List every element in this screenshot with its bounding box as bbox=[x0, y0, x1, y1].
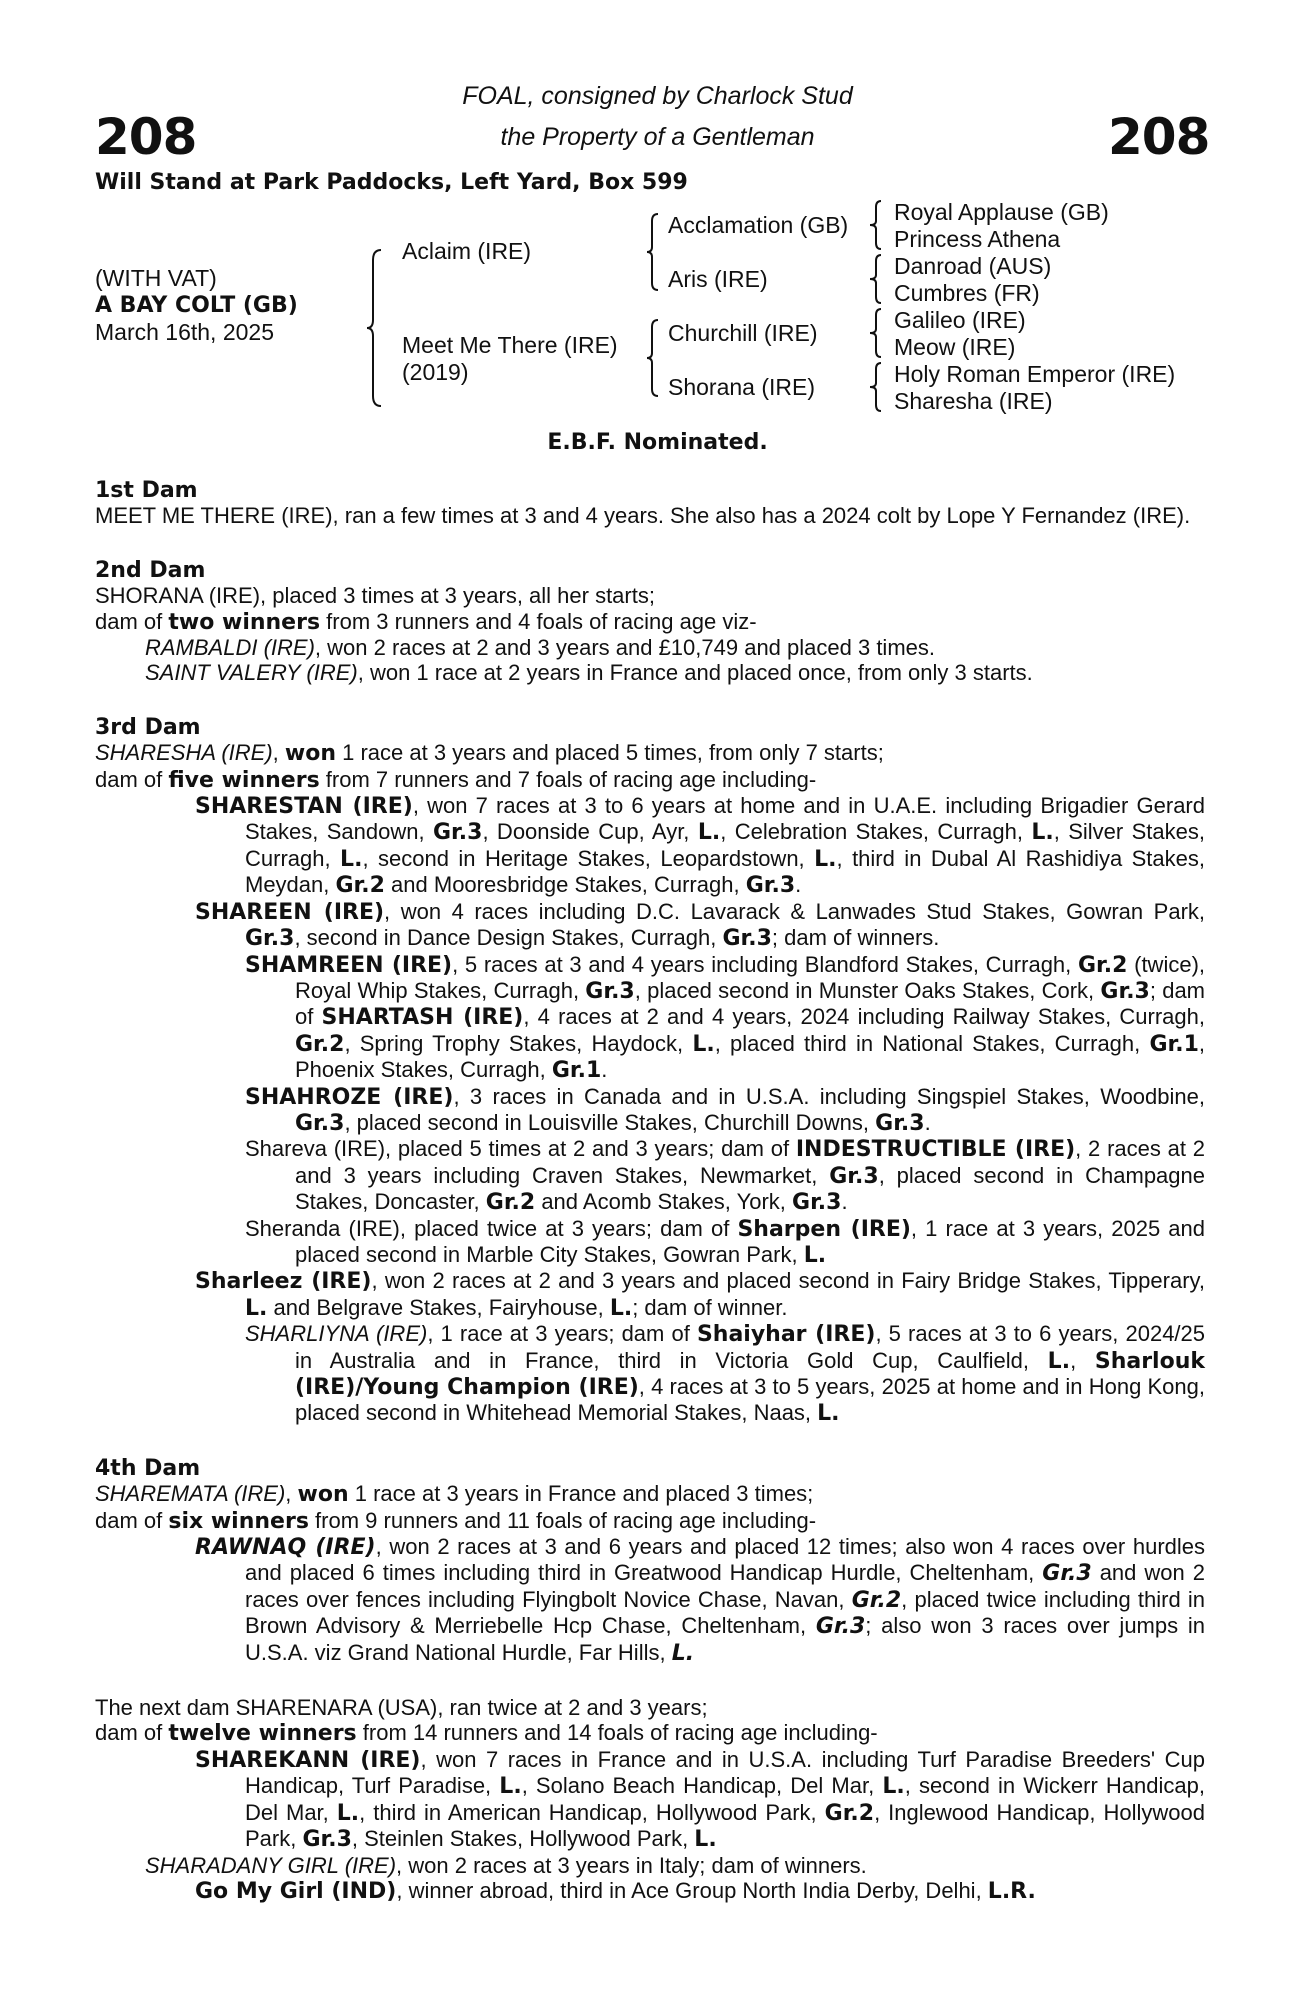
runner-sheranda: Sheranda (IRE), placed twice at 3 years; dam of Sharpen (IRE), 1 race at 3 years, 2025 and placed second in Marble City Stakes, Gowran Park, L. bbox=[245, 1215, 1205, 1268]
runner-shareva: Shareva (IRE), placed 5 times at 2 and 3 years; dam of INDESTRUCTIBLE (IRE), 2 races at 2 and 3 years including Craven Stakes, Newmarket, Gr.3, placed second in Champagne Stakes, Doncaster, Gr.2 and Acomb Stakes, York, Gr.3. bbox=[245, 1136, 1205, 1216]
catalogue-body bbox=[95, 478, 1205, 1904]
granddam-4: Sharesha (IRE) bbox=[894, 388, 1053, 414]
runner-shahroze: SHAHROZE (IRE), 3 races in Canada and in U.S.A. including Singspiel Stakes, Woodbine, Gr.3, placed second in Louisville Stakes, Churchill Downs, Gr.3. bbox=[245, 1083, 1205, 1136]
dam2-runner-1: RAMBALDI (IRE), won 2 races at 2 and 3 years and £10,749 and placed 3 times. bbox=[145, 635, 935, 661]
granddam-3: Meow (IRE) bbox=[894, 334, 1016, 360]
sire-dam: Aris (IRE) bbox=[668, 266, 768, 292]
dam2-line1: SHORANA (IRE), placed 3 times at 3 years, all her starts; bbox=[95, 583, 655, 609]
grandsire-1: Royal Applause (GB) bbox=[894, 199, 1109, 225]
dam4-heading: 4th Dam bbox=[95, 1455, 201, 1481]
grand-bracket-1 bbox=[868, 199, 884, 251]
next-dam-section bbox=[95, 1695, 1205, 1904]
sire-bracket bbox=[645, 212, 661, 292]
dam3-line1: SHARESHA (IRE), won 1 race at 3 years and placed 5 times, from only 7 starts; bbox=[95, 740, 884, 767]
grandsire-4: Holy Roman Emperor (IRE) bbox=[894, 361, 1176, 387]
runner-sharekann: SHAREKANN (IRE), won 7 races in France and in U.S.A. including Turf Paradise Breeders' Cup Handicap, Turf Paradise, L., Solano Beach Handicap, Del Mar, L., second in Wickerr Handicap, Del Mar, L., third in American Handicap, Hollywood Park, Gr.2, Inglewood Handicap, Hollywood Park, Gr.3, Steinlen Stakes, Hollywood Park, L. bbox=[195, 1746, 1206, 1853]
main-bracket bbox=[365, 248, 385, 408]
grand-bracket-2 bbox=[868, 253, 884, 305]
grand-bracket-4 bbox=[868, 361, 884, 413]
runner-shamreen: SHAMREEN (IRE), 5 races at 3 and 4 years including Blandford Stakes, Curragh, Gr.2 (twice), Royal Whip Stakes, Curragh, Gr.3, placed second in Munster Oaks Stakes, Cork, Gr.3; dam of SHARTASH (IRE), 4 races at 2 and 4 years, 2024 including Railway Stakes, Curragh, Gr.2, Spring Trophy Stakes, Haydock, L., placed third in National Stakes, Curragh, Gr.1, Phoenix Stakes, Curragh, Gr.1. bbox=[245, 951, 1206, 1084]
granddam-1: Princess Athena bbox=[894, 226, 1061, 252]
lot-number-left: 208 bbox=[95, 108, 197, 166]
dam2-heading: 2nd Dam bbox=[95, 557, 206, 583]
granddam-2: Cumbres (FR) bbox=[894, 280, 1040, 306]
grandsire-3: Galileo (IRE) bbox=[894, 307, 1026, 333]
runner-sharliyna: SHARLIYNA (IRE), 1 race at 3 years; dam of Shaiyhar (IRE), 5 races at 3 to 6 years, 2024/25 in Australia and in France, third in Victoria Gold Cup, Caulfield, L., Sharlouk (IRE)/Young Champion (IRE), 4 races at 3 to 5 years, 2025 at home and in Hong Kong, placed second in Whitehead Memorial Stakes, Naas, L. bbox=[245, 1321, 1206, 1427]
consignment-line-1: FOAL, consigned by Charlock Stud bbox=[462, 82, 853, 110]
runner-shareen: SHAREEN (IRE), won 4 races including D.C. Lavarack & Lanwades Stud Stakes, Gowran Park, Gr.3, second in Dance Design Stakes, Curragh, Gr.3; dam of winners. bbox=[195, 898, 1206, 952]
dam3-line2: dam of five winners from 7 runners and 7 foals of racing age including- bbox=[95, 766, 817, 793]
ebf-nominated: E.B.F. Nominated. bbox=[547, 430, 768, 455]
dam1-text: MEET ME THERE (IRE), ran a few times at 3 and 4 years. She also has a 2024 colt by Lope Y Fernandez (IRE). bbox=[95, 503, 1191, 529]
runner-sharadany-girl: SHARADANY GIRL (IRE), won 2 races at 3 years in Italy; dam of winners. bbox=[145, 1852, 867, 1878]
sire-sire: Acclamation (GB) bbox=[668, 212, 849, 238]
dam4-line1: SHAREMATA (IRE), won 1 race at 3 years in France and placed 3 times; bbox=[95, 1481, 814, 1508]
dam-dam: Shorana (IRE) bbox=[668, 374, 816, 400]
dam4-line2: dam of six winners from 9 runners and 11 foals of racing age including- bbox=[95, 1507, 817, 1534]
dam2-line2: dam of two winners from 3 runners and 4 foals of racing age viz- bbox=[95, 608, 757, 635]
next-dam-line2: dam of twelve winners from 14 runners and 14 foals of racing age including- bbox=[95, 1720, 878, 1747]
dam-name: Meet Me There (IRE) bbox=[402, 332, 618, 358]
dam4-section bbox=[95, 1456, 1205, 1666]
next-dam-line1: The next dam SHARENARA (USA), ran twice at 2 and 3 years; bbox=[95, 1695, 708, 1721]
runner-rawnaq: RAWNAQ (IRE), won 2 races at 3 and 6 years and placed 12 times; also won 4 races over hurdles and placed 6 times including third in Greatwood Handicap Hurdle, Cheltenham, Gr.3 and won 2 races over fences including Flyingbolt Novice Chase, Navan, Gr.2, placed twice including third in Brown Advisory & Merriebelle Hcp Chase, Cheltenham, Gr.3; also won 3 races over jumps in U.S.A. viz Grand National Hurdle, Far Hills, L. bbox=[195, 1534, 1206, 1666]
stand-location: Will Stand at Park Paddocks, Left Yard, Box 599 bbox=[95, 170, 688, 195]
dam-bracket bbox=[645, 318, 661, 398]
grand-bracket-3 bbox=[868, 307, 884, 359]
runner-sharleez: Sharleez (IRE), won 2 races at 2 and 3 years and placed second in Fairy Bridge Stakes, Tipperary, L. and Belgrave Stakes, Fairyhouse, L.; dam of winner. bbox=[195, 1268, 1206, 1321]
foaled-date: March 16th, 2025 bbox=[95, 319, 275, 345]
lot-number-right: 208 bbox=[1108, 108, 1210, 166]
dam3-section bbox=[95, 715, 1205, 1427]
dam2-runner-2: SAINT VALERY (IRE), won 1 race at 2 years in France and placed once, from only 3 starts. bbox=[145, 660, 1033, 686]
dam-year: (2019) bbox=[402, 359, 469, 385]
dam3-heading: 3rd Dam bbox=[95, 714, 201, 740]
dam-sire: Churchill (IRE) bbox=[668, 320, 818, 346]
vat-label: (WITH VAT) bbox=[95, 265, 217, 291]
horse-name: A BAY COLT (GB) bbox=[95, 293, 298, 318]
dam1-heading: 1st Dam bbox=[95, 478, 198, 503]
sire-name: Aclaim (IRE) bbox=[402, 238, 532, 264]
runner-go-my-girl: Go My Girl (IND), winner abroad, third in Ace Group North India Derby, Delhi, L.R. bbox=[195, 1877, 1036, 1904]
dam2-section bbox=[95, 558, 1205, 686]
consignment-line-2: the Property of a Gentleman bbox=[500, 123, 815, 151]
dam1-section bbox=[95, 478, 1205, 529]
grandsire-2: Danroad (AUS) bbox=[894, 253, 1052, 279]
runner-sharestan: SHARESTAN (IRE), won 7 races at 3 to 6 years at home and in U.A.E. including Brigadier Gerard Stakes, Sandown, Gr.3, Doonside Cup, Ayr, L., Celebration Stakes, Curragh, L., Silver Stakes, Curragh, L., second in Heritage Stakes, Leopardstown, L., third in Dubal Al Rashidiya Stakes, Meydan, Gr.2 and Mooresbridge Stakes, Curragh, Gr.3. bbox=[195, 793, 1206, 899]
